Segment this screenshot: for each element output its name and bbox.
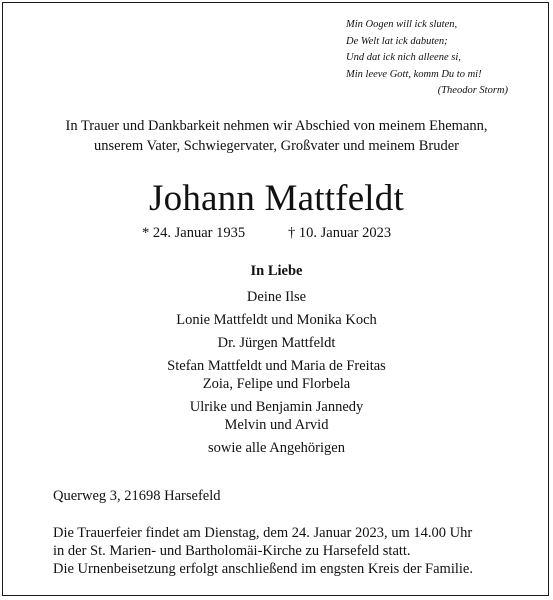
- address: Querweg 3, 21698 Harsefeld: [53, 488, 221, 504]
- family-group: [0, 311, 553, 329]
- family-group: [0, 288, 553, 306]
- family-group: [0, 439, 553, 457]
- intro-text: [0, 116, 553, 156]
- family-member: Melvin und Arvid: [224, 417, 329, 433]
- poem-line: De Welt lat ick dabuten;: [346, 35, 448, 47]
- family-member: Deine Ilse: [246, 289, 307, 305]
- family-member: Stefan Mattfeldt und Maria de Freitas: [167, 358, 386, 374]
- family-group: [0, 334, 553, 352]
- in-love-heading: In Liebe: [250, 263, 303, 279]
- intro-line: unserem Vater, Schwiegervater, Großvater und meinem Bruder: [94, 138, 459, 154]
- poem-author: (Theodor Storm): [437, 85, 508, 96]
- funeral-notice: [53, 524, 473, 578]
- family-member: Dr. Jürgen Mattfeldt: [217, 335, 336, 351]
- notice-line: Die Urnenbeisetzung erfolgt anschließend im engsten Kreis der Familie.: [53, 561, 473, 577]
- poem-line: Min Oogen will ick sluten,: [346, 19, 458, 30]
- family-group: [0, 357, 553, 393]
- poem-line: Und dat ick nich alleene si,: [346, 52, 461, 63]
- intro-line: In Trauer und Dankbarkeit nehmen wir Abschied von meinem Ehemann,: [65, 118, 488, 134]
- family-member: Zoia, Felipe und Florbela: [202, 376, 351, 392]
- death-date: † 10. Januar 2023: [288, 225, 392, 241]
- family-list: [0, 288, 553, 462]
- family-group: [0, 398, 553, 434]
- poem: [346, 17, 526, 100]
- birth-date: * 24. Januar 1935: [142, 225, 246, 241]
- family-member: sowie alle Angehörigen: [208, 440, 345, 456]
- deceased-name: Johann Mattfeldt: [149, 178, 404, 219]
- notice-line: Die Trauerfeier findet am Dienstag, dem 24. Januar 2023, um 14.00 Uhr: [53, 525, 473, 541]
- family-member: Lonie Mattfeldt und Monika Koch: [176, 312, 377, 328]
- notice-line: in der St. Marien- und Bartholomäi-Kirche zu Harsefeld statt.: [53, 543, 411, 559]
- family-member: Ulrike und Benjamin Jannedy: [189, 399, 364, 415]
- poem-line: Min leeve Gott, komm Du to mi!: [346, 68, 482, 80]
